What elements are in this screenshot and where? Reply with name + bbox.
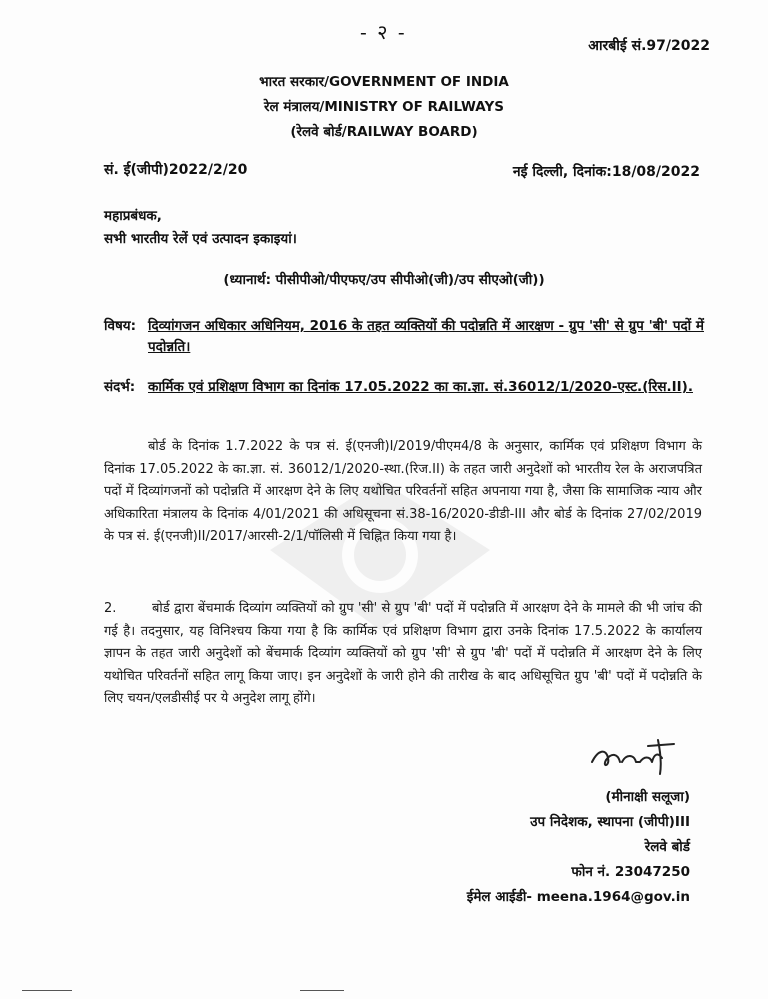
footer-divider-left [22, 990, 72, 991]
addressee-title: महाप्रबंधक, [104, 208, 162, 224]
reference-text: कार्मिक एवं प्रशिक्षण विभाग का दिनांक 17.05.2022 का का.ज्ञा. सं.36012/1/2020-एस्ट.(रिस.II). [148, 379, 693, 395]
signatory-phone: फोन नं. 23047250 [571, 864, 690, 880]
paragraph-1: बोर्ड के दिनांक 1.7.2022 के पत्र सं. ई(एनजी)I/2019/पीएम4/8 के अनुसार, कार्मिक एवं प्रशिक्षण विभाग के दिनांक 17.05.2022 के का.ज्ञा. सं. 36012/1/2020-स्था.(रिज.II) के तहत जारी अनुदेशों को भारतीय रेल के अराजपत्रित पदों में दिव्यांगजनों को पदोन्नति में आरक्षण देने के लिए यथोचित परिवर्तनों सहित अपनाया गया है, जैसा कि सामाजिक न्याय और अधिकारिता मंत्रालय के दिनांक 4/01/2021 की अधिसूचना सं.38-16/2020-डीडी-III और बोर्ड के दिनांक 27/02/2019 के पत्र सं. ई(एनजी)II/2017/आरसी-2/1/पॉलिसी में चिह्नित किया गया है। [104, 439, 702, 544]
signatory-office: रेलवे बोर्ड [644, 839, 690, 855]
letter-date: नई दिल्ली, दिनांक:18/08/2022 [512, 164, 700, 180]
subject [104, 316, 704, 358]
addressee [104, 205, 297, 251]
subject-text: दिव्यांगजन अधिकार अधिनियम, 2016 के तहत व्यक्तियों की पदोन्नति में आरक्षण - ग्रुप 'सी' से ग्रुप 'बी' पदों में पदोन्नति। [148, 318, 704, 355]
signatory-designation: उप निदेशक, स्थापना (जीपी)III [530, 814, 690, 830]
paragraph-2 [104, 598, 702, 711]
letterhead-board: (रेलवे बोर्ड/RAILWAY BOARD) [290, 124, 478, 140]
circular-reference-number: आरबीई सं.97/2022 [588, 38, 710, 54]
paragraph-2-text: बोर्ड द्वारा बेंचमार्क दिव्यांग व्यक्तियों को ग्रुप 'सी' से ग्रुप 'बी' पदों में पदोन्नति में आरक्षण देने के मामले की भी जांच की गई है। तदनुसार, यह विनिश्चय किया गया है कि कार्मिक एवं प्रशिक्षण विभाग द्वारा उनके दिनांक 17.5.2022 के कार्यालय ज्ञापन के तहत जारी अनुदेशों को बेंचमार्क दिव्यांग व्यक्तियों को ग्रुप 'सी' से ग्रुप 'बी' पदों में पदोन्नति में आरक्षण देने के लिए यथोचित परिवर्तनों सहित लागू किया जाए। इन अनुदेशों के जारी होने की तारीख के बाद अधिसूचित ग्रुप 'बी' पदों में पदोन्नति के लिए चयन/एलडीसीई पर ये अनुदेश लागू होंगे। [104, 601, 702, 706]
addressee-recipients: सभी भारतीय रेलें एवं उत्पादन इकाइयां। [104, 231, 297, 247]
reference [104, 377, 704, 398]
letterhead-government: भारत सरकार/GOVERNMENT OF INDIA [259, 74, 509, 90]
signatory-name: (मीनाक्षी सलूजा) [605, 789, 690, 805]
reference-label: संदर्भ: [104, 379, 136, 395]
handwritten-signature [588, 732, 678, 776]
paragraph-2-number: 2. [104, 601, 117, 616]
letterhead-ministry: रेल मंत्रालय/MINISTRY OF RAILWAYS [264, 99, 504, 115]
letterhead [0, 70, 768, 145]
page-number: - २ - [360, 20, 407, 44]
signature-block [467, 785, 690, 910]
footer-divider-center [300, 990, 344, 991]
signatory-email: ईमेल आईडी- meena.1964@gov.in [466, 889, 690, 905]
letter-number: सं. ई(जीपी)2022/2/20 [104, 162, 248, 178]
subject-label: विषय: [104, 318, 137, 334]
attention-line: (ध्यानार्थ: पीसीपीओ/पीएफए/उप सीपीओ(जी)/उप सीएओ(जी)) [223, 272, 545, 288]
